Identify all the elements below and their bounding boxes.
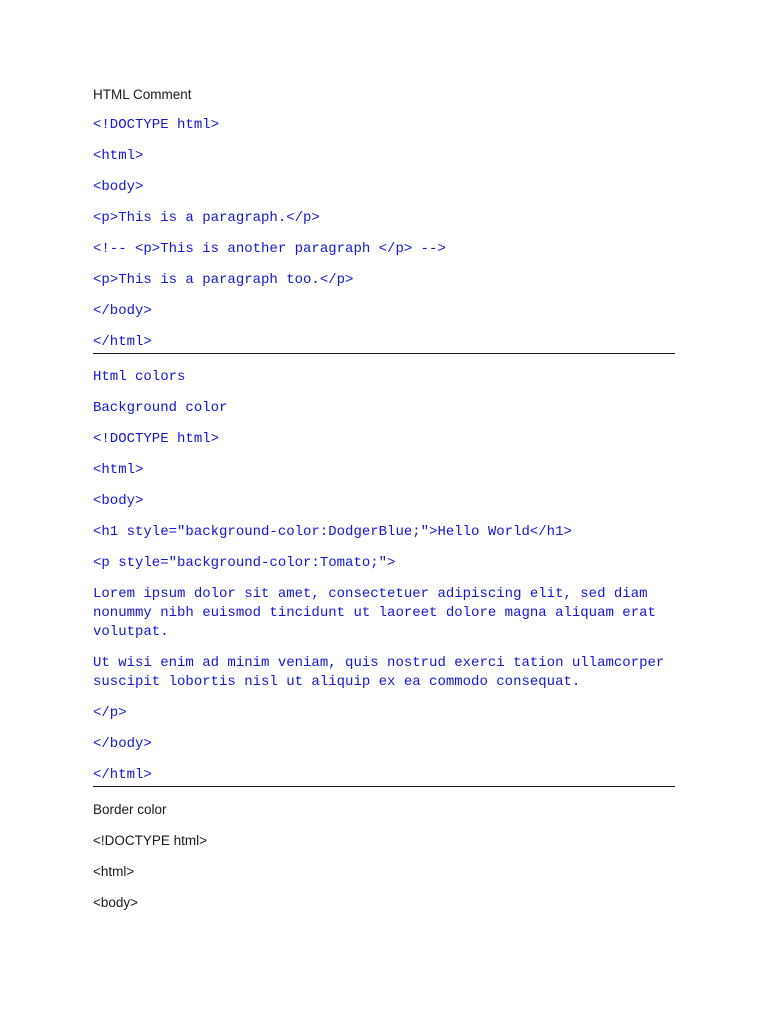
code-line: <p>This is a paragraph too.</p> [93, 272, 354, 288]
code-line: <html> [93, 148, 144, 164]
section-title-html-comment: HTML Comment [93, 87, 192, 102]
code-line: <p style="background-color:Tomato;"> [93, 555, 396, 571]
code-paragraph: Ut wisi enim ad minim veniam, quis nostrud exerci tation ullamcorper suscipit lobortis nisl ut aliquip ex ea commodo consequat. [93, 655, 673, 690]
section-border-color [93, 801, 675, 912]
section-title-border-color: Border color [93, 802, 167, 817]
code-line: <body> [93, 179, 144, 195]
document-content [93, 86, 675, 912]
code-line: <body> [93, 493, 144, 509]
code-paragraph: Lorem ipsum dolor sit amet, consectetuer adipiscing elit, sed diam nonummy nibh euismod tincidunt ut laoreet dolore magna aliquam erat volutpat. [93, 586, 665, 640]
section-html-comment [93, 86, 675, 352]
section-html-colors [93, 368, 675, 785]
section-divider [93, 353, 675, 354]
code-line: <!DOCTYPE html> [93, 117, 220, 133]
code-line: <p>This is a paragraph.</p> [93, 210, 320, 226]
text-line: <html> [93, 864, 135, 879]
code-line: <html> [93, 462, 144, 478]
code-line: </p> [93, 705, 127, 721]
section-title-html-colors: Html colors [93, 369, 186, 385]
text-line: <!DOCTYPE html> [93, 833, 208, 848]
code-line: </html> [93, 334, 152, 350]
code-line: <!DOCTYPE html> [93, 431, 220, 447]
code-line: <!-- <p>This is another paragraph </p> --> [93, 241, 446, 257]
text-line: <body> [93, 895, 139, 910]
code-line: </body> [93, 736, 152, 752]
code-line: <h1 style="background-color:DodgerBlue;">Hello World</h1> [93, 524, 572, 540]
section-subtitle-background-color: Background color [93, 400, 228, 416]
code-line: </body> [93, 303, 152, 319]
code-line: </html> [93, 767, 152, 783]
section-divider [93, 786, 675, 787]
